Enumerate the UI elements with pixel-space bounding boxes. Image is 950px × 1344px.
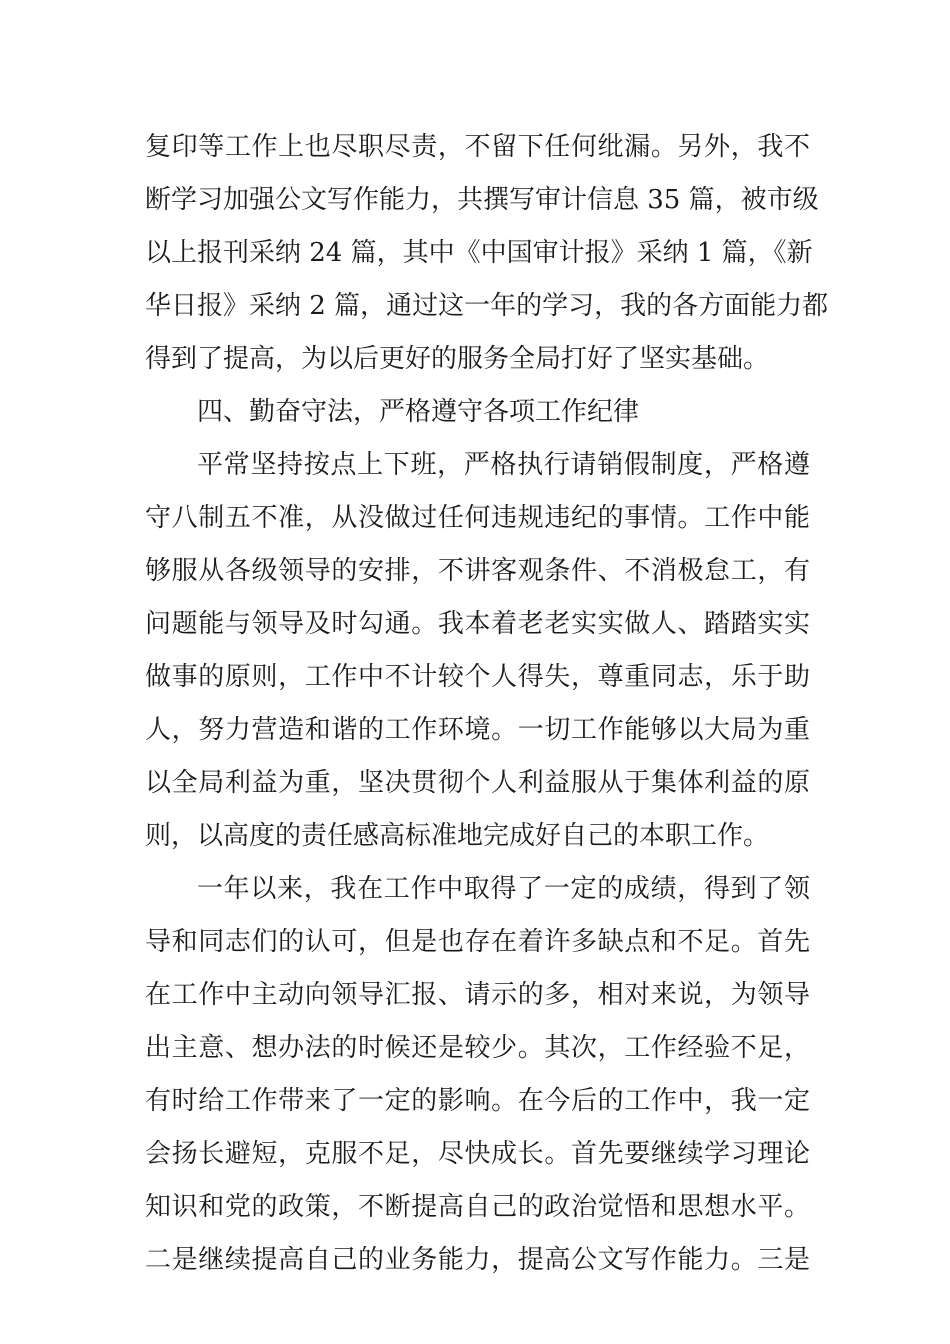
paragraph-line: 以上报刊采纳 24 篇，其中《中国审计报》采纳 1 篇，《新 (145, 238, 813, 268)
paragraph-line: 问题能与领导及时勾通。我本着老老实实做人、踏踏实实 (145, 609, 810, 639)
paragraph-line: 复印等工作上也尽职尽责，不留下任何纰漏。另外，我不 (145, 132, 810, 162)
paragraph-line: 导和同志们的认可，但是也存在着许多缺点和不足。首先 (145, 927, 810, 957)
paragraph-line: 做事的原则，工作中不计较个人得失，尊重同志，乐于助 (145, 662, 810, 692)
paragraph-line: 得到了提高，为以后更好的服务全局打好了坚实基础。 (145, 344, 770, 374)
paragraph-line: 断学习加强公文写作能力，共撰写审计信息 35 篇，被市级 (145, 185, 819, 215)
paragraph-line: 在工作中主动向领导汇报、请示的多，相对来说，为领导 (145, 980, 810, 1010)
paragraph-line: 一年以来，我在工作中取得了一定的成绩，得到了领 (197, 874, 810, 904)
paragraph-line: 出主意、想办法的时候还是较少。其次，工作经验不足， (145, 1033, 810, 1063)
paragraph-line: 有时给工作带来了一定的影响。在今后的工作中，我一定 (145, 1086, 810, 1116)
paragraph-line: 人，努力营造和谐的工作环境。一切工作能够以大局为重 (145, 715, 810, 745)
paragraph-line: 会扬长避短，克服不足，尽快成长。首先要继续学习理论 (145, 1139, 810, 1169)
paragraph-line: 够服从各级领导的安排，不讲客观条件、不消极怠工，有 (145, 556, 810, 586)
paragraph-line: 以全局利益为重，坚决贯彻个人利益服从于集体利益的原 (145, 768, 810, 798)
paragraph-line: 二是继续提高自己的业务能力，提高公文写作能力。三是 (145, 1245, 810, 1275)
paragraph-line: 知识和党的政策，不断提高自己的政治觉悟和思想水平。 (145, 1192, 810, 1222)
paragraph-line: 华日报》采纳 2 篇，通过这一年的学习，我的各方面能力都 (145, 291, 829, 321)
section-heading: 四、勤奋守法，严格遵守各项工作纪律 (197, 397, 640, 427)
document-body (145, 121, 829, 1287)
paragraph-line: 平常坚持按点上下班，严格执行请销假制度，严格遵 (197, 450, 810, 480)
paragraph-line: 守八制五不准，从没做过任何违规违纪的事情。工作中能 (145, 503, 810, 533)
paragraph-line: 则，以高度的责任感高标准地完成好自己的本职工作。 (145, 821, 770, 851)
